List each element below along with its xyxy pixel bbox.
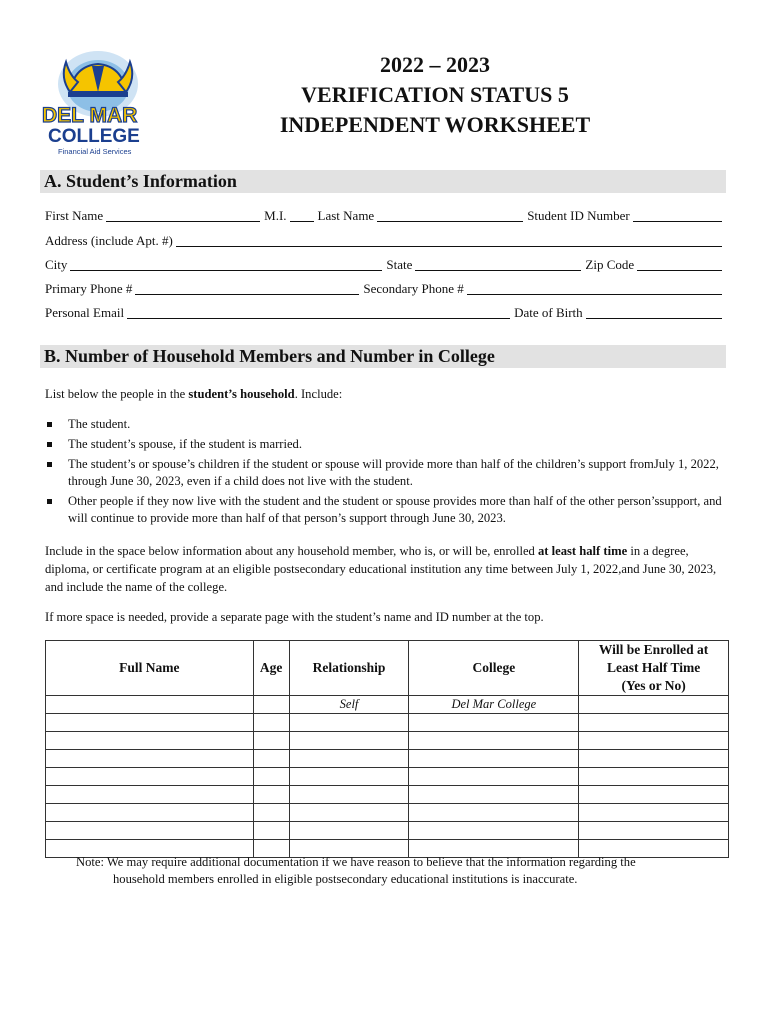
note-line-2: household members enrolled in eligible postsecondary educational institutions is inaccurate.	[113, 872, 578, 886]
header-enrolled-line-3: (Yes or No)	[621, 678, 686, 693]
logo-line-1: DEL MAR	[42, 104, 138, 127]
household-intro	[45, 385, 730, 403]
cell-age[interactable]	[253, 804, 289, 822]
intro-bold: student’s household	[188, 387, 295, 401]
state-label: State	[386, 257, 413, 272]
cell-college[interactable]	[409, 786, 579, 804]
name-row	[45, 206, 726, 224]
dob-field[interactable]	[586, 305, 722, 319]
last-name-label: Last Name	[317, 208, 375, 223]
table-row	[46, 822, 729, 840]
intro-text-end: . Include:	[294, 387, 343, 401]
cell-college[interactable]	[409, 732, 579, 750]
cell-enrolled[interactable]	[579, 714, 729, 732]
instructions-bold: at least half time	[537, 544, 628, 558]
cell-full-name[interactable]	[46, 804, 254, 822]
dob-label: Date of Birth	[514, 305, 583, 320]
cell-enrolled[interactable]	[579, 804, 729, 822]
cell-relationship[interactable]	[289, 732, 409, 750]
cell-relationship[interactable]: Self	[289, 696, 409, 714]
header-full-name: Full Name	[46, 641, 254, 696]
mi-field[interactable]	[290, 208, 314, 222]
cell-relationship[interactable]	[289, 768, 409, 786]
table-row	[46, 768, 729, 786]
cell-enrolled[interactable]	[579, 786, 729, 804]
title-status: VERIFICATION STATUS 5	[301, 82, 569, 107]
table-row	[46, 786, 729, 804]
cell-college[interactable]	[409, 750, 579, 768]
cell-enrolled[interactable]	[579, 732, 729, 750]
header-enrolled	[579, 641, 729, 696]
cell-age[interactable]	[253, 696, 289, 714]
logo-line-3: Financial Aid Services	[58, 147, 132, 156]
table-row	[46, 714, 729, 732]
student-id-label: Student ID Number	[527, 208, 630, 223]
cell-relationship[interactable]	[289, 822, 409, 840]
first-name-field[interactable]	[106, 208, 260, 222]
logo-line-2: COLLEGE	[48, 126, 140, 147]
cell-enrolled[interactable]	[579, 768, 729, 786]
header-enrolled-line-1: Will be Enrolled at	[598, 642, 709, 657]
student-id-field[interactable]	[633, 208, 722, 222]
secondary-phone-field[interactable]	[467, 281, 722, 295]
secondary-phone-label: Secondary Phone #	[363, 281, 464, 296]
address-row	[45, 231, 726, 249]
page-title	[190, 50, 680, 140]
last-name-field[interactable]	[377, 208, 523, 222]
cell-enrolled[interactable]	[579, 822, 729, 840]
list-item: The student’s or spouse’s children if the student or spouse will provide more than half of the children’s support fromJuly 1, 2022, through June 30, 2023, even if a child does not live with the student.	[45, 456, 730, 490]
list-item: The student’s spouse, if the student is married.	[45, 436, 730, 453]
table-header-row	[46, 641, 729, 696]
note-line-1: Note: We may require additional documentation if we have reason to believe that the information regarding the	[76, 855, 636, 869]
address-field[interactable]	[176, 233, 722, 247]
list-item: The student.	[45, 416, 730, 433]
mi-label: M.I.	[264, 208, 287, 223]
cell-age[interactable]	[253, 786, 289, 804]
instructions-text: Include in the space below information about any household member, who is, or will be, enrolled	[45, 544, 538, 558]
phone-row	[45, 279, 726, 297]
personal-email-field[interactable]	[127, 305, 510, 319]
cell-full-name[interactable]	[46, 768, 254, 786]
city-label: City	[45, 257, 68, 272]
header-college: College	[409, 641, 579, 696]
header-relationship: Relationship	[289, 641, 409, 696]
enrollment-instructions	[45, 542, 730, 596]
cell-age[interactable]	[253, 750, 289, 768]
cell-full-name[interactable]	[46, 822, 254, 840]
del-mar-college-logo	[40, 48, 152, 158]
cell-relationship[interactable]	[289, 714, 409, 732]
cell-full-name[interactable]	[46, 732, 254, 750]
documentation-note	[76, 854, 716, 888]
cell-relationship[interactable]	[289, 786, 409, 804]
cell-college[interactable]	[409, 714, 579, 732]
list-item: Other people if they now live with the student and the student or spouse provides more than half of the other person’ssupport, and will continue to provide more than half of that person’s support through June 30, 2023.	[45, 493, 730, 527]
cell-college[interactable]	[409, 822, 579, 840]
cell-college[interactable]: Del Mar College	[409, 696, 579, 714]
table-row	[46, 804, 729, 822]
intro-text: List below the people in the	[45, 387, 189, 401]
address-label: Address (include Apt. #)	[45, 233, 173, 248]
state-field[interactable]	[415, 257, 581, 271]
instructions-text-end: in a degree, diploma, or certificate program at an eligible postsecondary educational institution any time between July 1, 2022,and June 30, 2023, and include the name of the college.	[45, 544, 717, 594]
table-row	[46, 732, 729, 750]
household-list	[45, 416, 730, 530]
header-age: Age	[253, 641, 289, 696]
city-field[interactable]	[70, 257, 382, 271]
title-year: 2022 – 2023	[380, 52, 490, 77]
zip-label: Zip Code	[585, 257, 635, 272]
first-name-label: First Name	[45, 208, 104, 223]
cell-full-name[interactable]	[46, 750, 254, 768]
cell-enrolled[interactable]	[579, 696, 729, 714]
cell-age[interactable]	[253, 822, 289, 840]
household-table	[45, 640, 729, 858]
cell-age[interactable]	[253, 768, 289, 786]
primary-phone-field[interactable]	[135, 281, 359, 295]
header-enrolled-line-2: Least Half Time	[606, 660, 701, 675]
cell-full-name[interactable]	[46, 786, 254, 804]
personal-email-label: Personal Email	[45, 305, 125, 320]
section-b-heading: B. Number of Household Members and Number in College	[40, 345, 726, 368]
cell-college[interactable]	[409, 804, 579, 822]
primary-phone-label: Primary Phone #	[45, 281, 133, 296]
cell-enrolled[interactable]	[579, 750, 729, 768]
section-a-heading: A. Student’s Information	[40, 170, 726, 193]
zip-field[interactable]	[637, 257, 722, 271]
cell-college[interactable]	[409, 768, 579, 786]
table-row	[46, 696, 729, 714]
table-row	[46, 750, 729, 768]
extra-space-note: If more space is needed, provide a separate page with the student’s name and ID number at the top.	[45, 610, 544, 624]
cell-relationship[interactable]	[289, 804, 409, 822]
cell-age[interactable]	[253, 714, 289, 732]
cell-age[interactable]	[253, 732, 289, 750]
cell-relationship[interactable]	[289, 750, 409, 768]
city-row	[45, 255, 726, 273]
email-row	[45, 303, 726, 321]
cell-full-name[interactable]	[46, 696, 254, 714]
title-worksheet: INDEPENDENT WORKSHEET	[279, 112, 591, 137]
cell-full-name[interactable]	[46, 714, 254, 732]
